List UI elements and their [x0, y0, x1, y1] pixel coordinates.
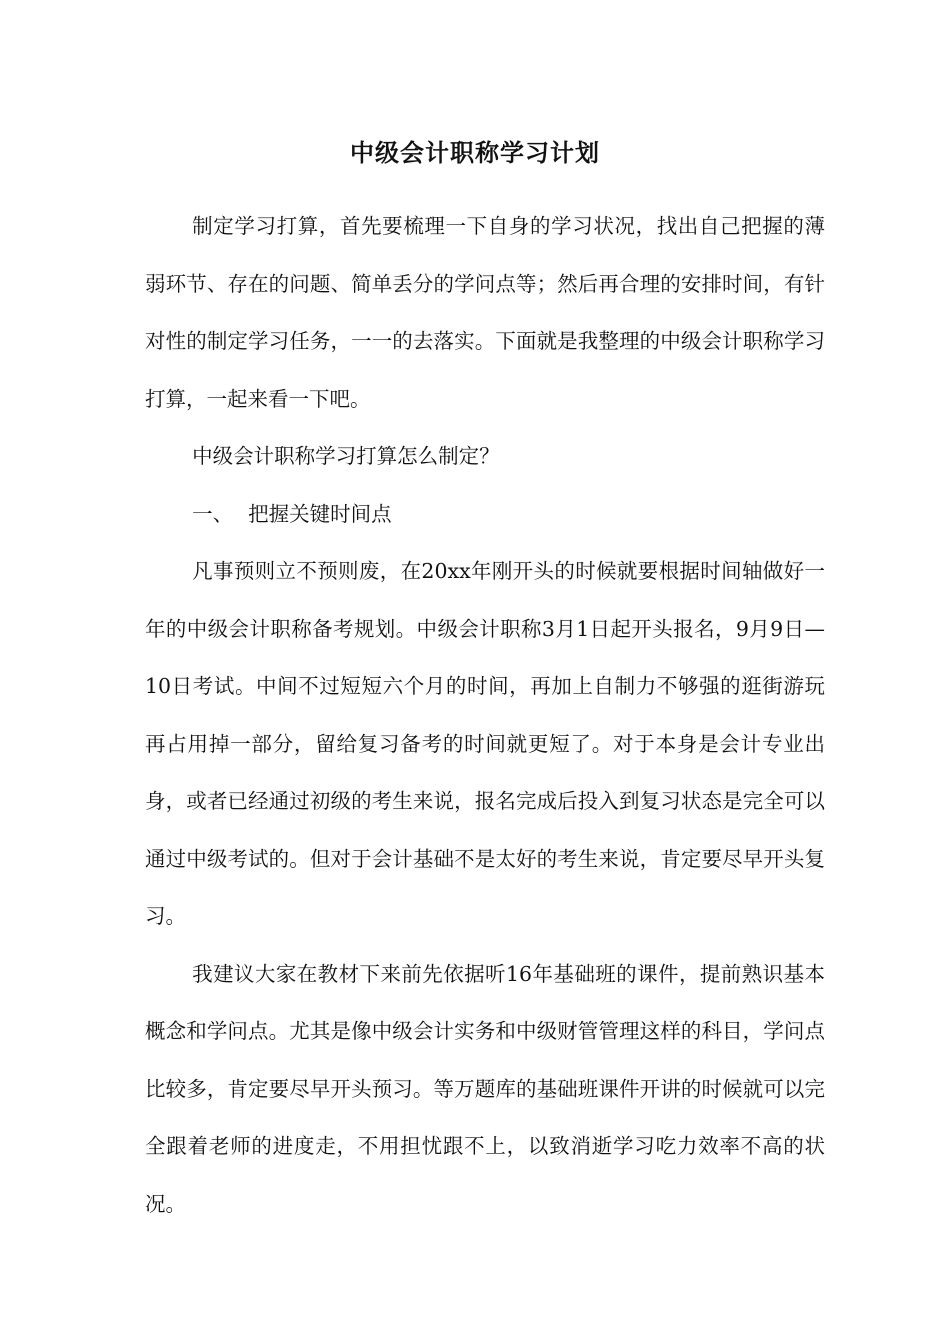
intro-paragraph: 制定学习打算，首先要梳理一下自身的学习状况，找出自己把握的薄弱环节、存在的问题、简单丢分的学问点等；然后再合理的安排时间，有针对性的制定学习任务，一一的去落实。下面就是我整理的中级会计职称学习打算，一起来看一下吧。	[145, 214, 825, 411]
section-heading	[145, 486, 825, 544]
section-paragraph: 凡事预则立不预则废，在20xx年刚开头的时候就要根据时间轴做好一年的中级会计职称备考规划。中级会计职称3月1日起开头报名，9月9日—10日考试。中间不过短短六个月的时间，再加上自制力不够强的逛街游玩再占用掉一部分，留给复习备考的时间就更短了。对于本身是会计专业出身，或者已经通过初级的考生来说，报名完成后投入到复习状态是完全可以通过中级考试的。但对于会计基础不是太好的考生来说，肯定要尽早开头复习。	[145, 559, 825, 928]
section-paragraph: 我建议大家在教材下来前先依据听16年基础班的课件，提前熟识基本概念和学问点。尤其是像中级会计实务和中级财管管理这样的科目，学问点比较多，肯定要尽早开头预习。等万题库的基础班课件开讲的时候就可以完全跟着老师的进度走，不用担忧跟不上，以致消逝学习吃力效率不高的状况。	[145, 961, 825, 1216]
section-number: 一、	[192, 501, 234, 526]
document-body	[145, 198, 825, 1233]
question-paragraph: 中级会计职称学习打算怎么制定？	[192, 444, 500, 468]
document-title: 中级会计职称学习计划	[350, 139, 600, 167]
section-heading-text: 把握关键时间点	[248, 501, 392, 526]
